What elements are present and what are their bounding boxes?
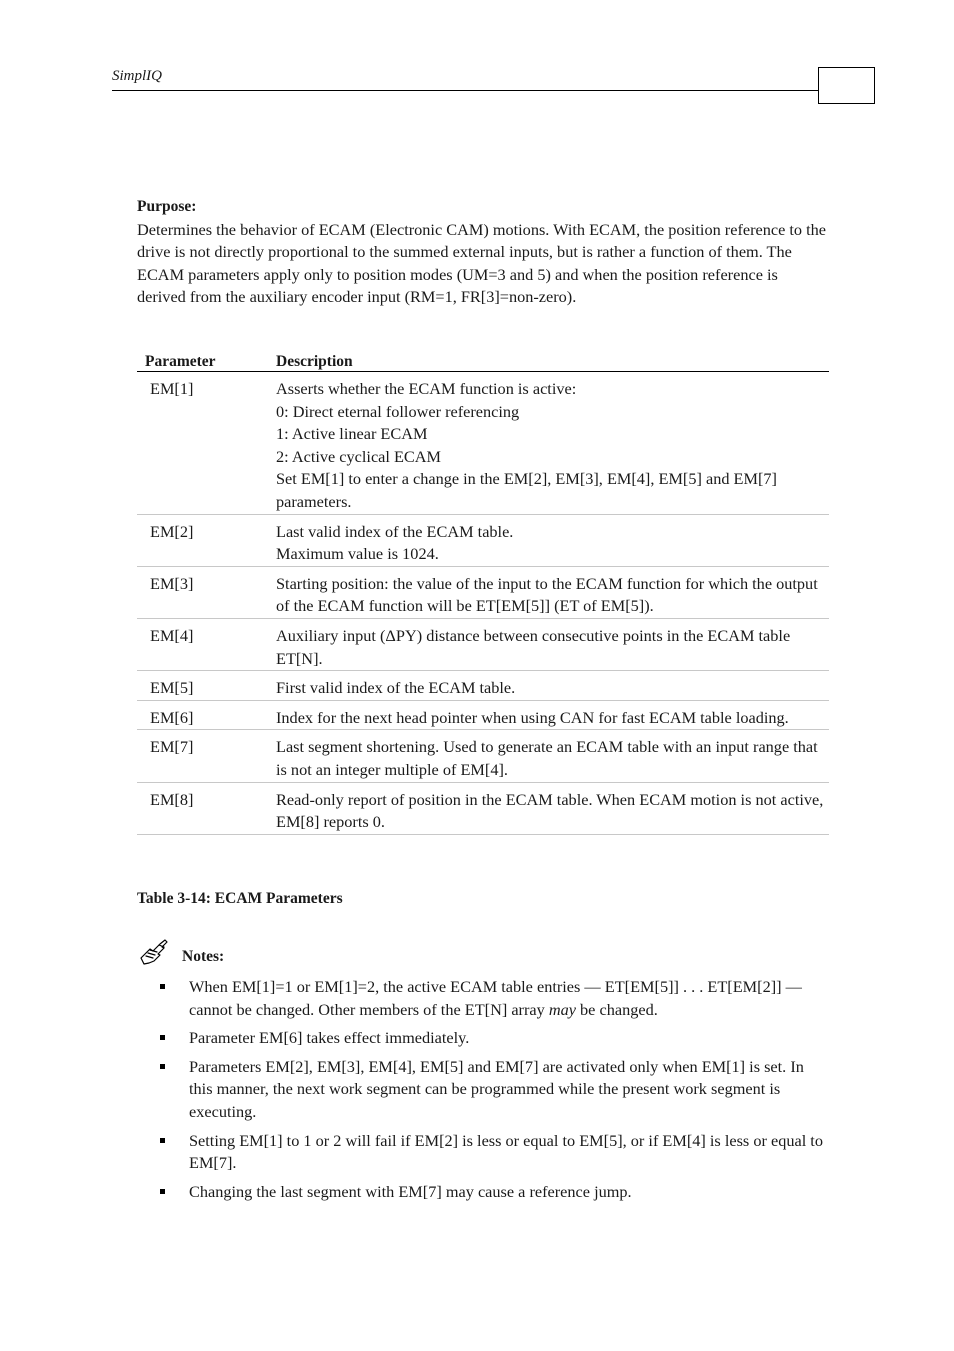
column-header-description: Description <box>276 349 829 372</box>
description-line: Last segment shortening. Used to generate an ECAM table with an input range that is not an integer multiple of EM[4]. <box>276 737 818 779</box>
param-description <box>276 700 829 730</box>
description-line: Starting position: the value of the input to the ECAM function for which the output of the ECAM function will be ET[EM[5]] (ET of EM[5]). <box>276 573 818 616</box>
table-header-row <box>137 349 829 372</box>
page-number-box <box>818 67 875 104</box>
description-line: 2: Active cyclical ECAM <box>276 446 442 466</box>
description-line: Auxiliary input (ΔPY) distance between consecutive points in the ECAM table ET[N]. <box>276 625 791 668</box>
ecam-parameters-table <box>137 349 829 835</box>
param-name: EM[8] <box>137 782 276 834</box>
param-description <box>276 671 829 701</box>
table-row <box>137 782 829 834</box>
param-name: EM[4] <box>137 618 276 670</box>
table-row <box>137 618 829 670</box>
bullet-icon <box>160 984 165 989</box>
param-name: EM[3] <box>137 566 276 618</box>
list-item <box>160 1056 830 1124</box>
description-line: Maximum value is 1024. <box>276 544 439 564</box>
bullet-icon <box>160 1138 165 1143</box>
param-name: EM[2] <box>137 514 276 566</box>
param-name: EM[5] <box>137 671 276 701</box>
column-header-parameter: Parameter <box>137 349 276 372</box>
list-item <box>160 1181 830 1204</box>
description-line: 0: Direct eternal follower referencing <box>276 401 520 421</box>
table-row <box>137 514 829 566</box>
param-description <box>276 566 829 618</box>
param-description <box>276 372 829 515</box>
table-row <box>137 700 829 730</box>
purpose-text: Determines the behavior of ECAM (Electronic CAM) motions. With ECAM, the position reference to the drive is not directly proportional to the summed external inputs, but is rather a function of them. The ECAM parameters apply only to position modes (UM=3 and 5) and when the position reference is derived from the auxiliary encoder input (RM=1, FR[3]=non-zero). <box>137 219 827 307</box>
description-line: Last valid index of the ECAM table. <box>276 521 514 541</box>
purpose-section <box>137 196 827 309</box>
list-item <box>160 976 830 1021</box>
list-item <box>160 1130 830 1175</box>
table-caption: Table 3-14: ECAM Parameters <box>137 890 343 907</box>
notes-heading: Notes: <box>182 948 225 965</box>
bullet-icon <box>160 1064 165 1069</box>
param-name: EM[6] <box>137 700 276 730</box>
param-description <box>276 730 829 782</box>
description-line: First valid index of the ECAM table. <box>276 678 516 698</box>
param-description <box>276 514 829 566</box>
bullet-icon <box>160 1189 165 1194</box>
description-line: Index for the next head pointer when using CAN for fast ECAM table loading. <box>276 707 789 727</box>
description-line: Read-only report of position in the ECAM table. When ECAM motion is not active, EM[8] reports 0. <box>276 789 824 832</box>
note-text: Parameter EM[6] takes effect immediately. <box>189 1028 470 1048</box>
header-rule <box>112 90 818 91</box>
list-item <box>160 1027 830 1050</box>
notes-hand-icon <box>138 936 170 968</box>
note-text: Setting EM[1] to 1 or 2 will fail if EM[2] is less or equal to EM[5], or if EM[4] is less or equal to EM[7]. <box>189 1130 823 1173</box>
table-row <box>137 730 829 782</box>
table-row <box>137 566 829 618</box>
bullet-icon <box>160 1035 165 1040</box>
description-line: Asserts whether the ECAM function is active: <box>276 379 577 398</box>
param-name: EM[7] <box>137 730 276 782</box>
notes-list <box>160 976 830 1209</box>
param-description <box>276 782 829 834</box>
description-line: 1: Active linear ECAM <box>276 424 428 444</box>
note-text: Parameters EM[2], EM[3], EM[4], EM[5] and EM[7] are activated only when EM[1] is set. In this manner, the next work segment can be programmed while the present work segment is executing. <box>189 1056 804 1121</box>
purpose-heading: Purpose: <box>137 198 197 215</box>
param-name: EM[1] <box>137 372 276 515</box>
note-text-part: be changed. <box>575 999 658 1019</box>
description-line: Set EM[1] to enter a change in the EM[2], EM[3], EM[4], EM[5] and EM[7] parameters. <box>276 469 777 511</box>
header-title: SimplIQ <box>112 68 162 84</box>
table-row <box>137 671 829 701</box>
table-row <box>137 372 829 515</box>
note-text-part: When EM[1]=1 or EM[1]=2, the active ECAM table entries — ET[EM[5]] . . . ET[EM[2]] — cannot be changed. Other members of the ET[N] array <box>189 977 802 1019</box>
note-text: Changing the last segment with EM[7] may cause a reference jump. <box>189 1181 632 1201</box>
note-emphasis: may <box>548 999 576 1019</box>
param-description <box>276 618 829 670</box>
